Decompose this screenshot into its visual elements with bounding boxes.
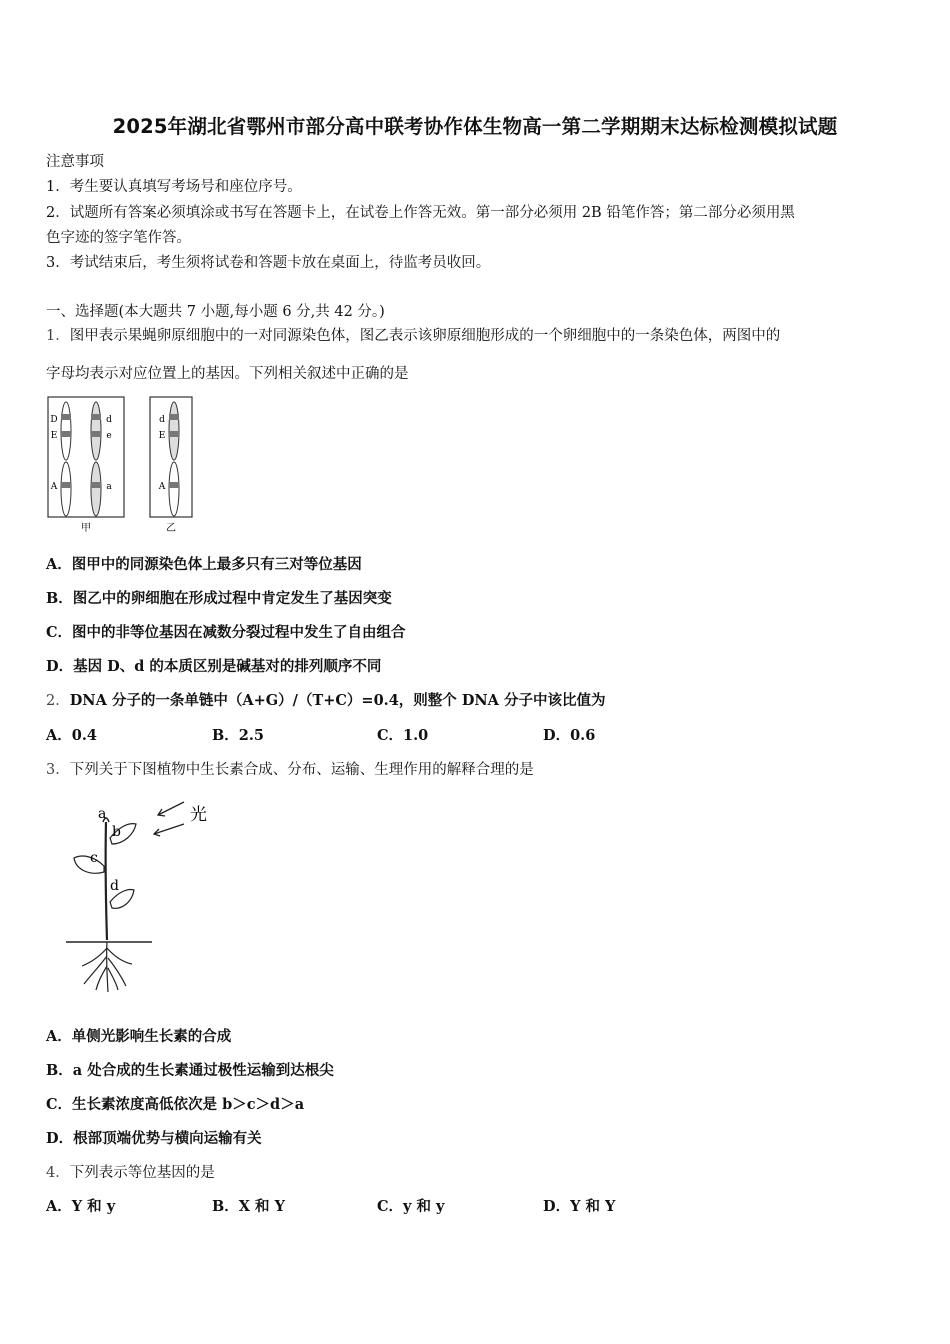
question-3-number: 3． [46,762,70,778]
gene-label-a: a [106,482,112,492]
question-3-stem-text: 下列关于下图植物中生长素合成、分布、运输、生理作用的解释合理的是 [69,762,534,778]
panel-yi-caption: 乙 [166,523,176,534]
plant-roots [82,942,132,992]
chromosome-figure [46,395,196,535]
question-1-option-d[interactable]: D．基因 D、d 的本质区别是碱基对的排列顺序不同 [46,658,382,675]
gene-label-yi-d: d [159,415,165,425]
question-3-option-b[interactable]: B．a 处合成的生长素通过极性运输到达根尖 [46,1062,334,1079]
notice-heading: 注意事项 [46,154,104,170]
question-2-option-d[interactable]: D．0.6 [543,727,596,744]
gene-label-d: d [106,415,112,425]
question-2-stem-text: DNA 分子的一条单链中（A+G）/（T+C）=0.4，则整个 DNA 分子中该比值为 [69,692,606,709]
question-2-option-c[interactable]: C．1.0 [377,727,429,744]
point-label-c: c [90,850,98,866]
question-1-stem-line1 [46,326,780,346]
question-2-number: 2． [46,693,70,709]
gene-label-yi-A: A [158,482,166,492]
question-1-stem-text: 图甲表示果蝇卵原细胞中的一对同源染色体，图乙表示该卵原细胞形成的一个卵细胞中的一条染色体，两图中的 [69,328,781,344]
notice-item-1: 1．考生要认真填写考场号和座位序号。 [46,179,302,195]
gene-label-E: E [50,431,58,441]
question-3-option-a[interactable]: A．单侧光影响生长素的合成 [46,1028,232,1045]
gene-label-D: D [50,415,58,425]
plant-figure [62,798,222,998]
chromosome-jia-right [91,402,101,516]
question-3-stem [46,760,534,780]
plant-stem [106,822,107,940]
question-2-option-a[interactable]: A．0.4 [46,727,97,744]
light-label: 光 [190,805,207,825]
light-arrows [154,802,184,836]
question-4-option-b[interactable]: B．X 和 Y [212,1198,285,1215]
question-1-option-b[interactable]: B．图乙中的卵细胞在形成过程中肯定发生了基因突变 [46,590,392,607]
point-label-b: b [112,824,121,840]
question-3-option-c[interactable]: C．生长素浓度高低依次是 b＞c＞d＞a [46,1096,305,1113]
question-2-stem [46,691,605,711]
question-4-number: 4． [46,1165,70,1181]
question-1-option-a[interactable]: A．图甲中的同源染色体上最多只有三对等位基因 [46,556,362,573]
question-1-stem-line2: 字母均表示对应位置上的基因。下列相关叙述中正确的是 [46,366,409,382]
chromosome-yi [169,402,179,516]
question-2-option-b[interactable]: B．2.5 [212,727,264,744]
question-3-option-d[interactable]: D．根部顶端优势与横向运输有关 [46,1130,262,1147]
chromosome-jia-left [61,402,71,516]
notice-item-2-cont: 色字迹的签字笔作答。 [46,230,191,246]
question-1-option-c[interactable]: C．图中的非等位基因在减数分裂过程中发生了自由组合 [46,624,406,641]
question-4-option-d[interactable]: D．Y 和 Y [543,1198,616,1215]
page-title: 2025年湖北省鄂州市部分高中联考协作体生物高一第二学期期末达标检测模拟试题 [112,115,838,138]
question-1-number: 1． [46,328,70,344]
point-label-a: a [98,806,107,822]
question-4-option-a[interactable]: A．Y 和 y [46,1198,116,1215]
section-heading: 一、选择题(本大题共 7 小题,每小题 6 分,共 42 分。) [46,304,385,320]
panel-jia-frame [48,397,124,517]
leaf-c [74,856,104,873]
question-4-option-c[interactable]: C．y 和 y [377,1198,445,1215]
gene-label-yi-E: E [158,431,166,441]
gene-label-A: A [50,482,58,492]
question-4-stem [46,1163,215,1183]
question-4-stem-text: 下列表示等位基因的是 [69,1165,215,1181]
notice-item-3: 3．考试结束后，考生须将试卷和答题卡放在桌面上，待监考员收回。 [46,255,491,271]
gene-label-e: e [106,431,112,441]
panel-jia-caption: 甲 [81,523,91,534]
notice-item-2: 2．试题所有答案必须填涂或书写在答题卡上，在试卷上作答无效。第一部分必须用 2B 铅笔作答；第二部分必须用黑 [46,205,795,221]
point-label-d: d [110,878,119,894]
